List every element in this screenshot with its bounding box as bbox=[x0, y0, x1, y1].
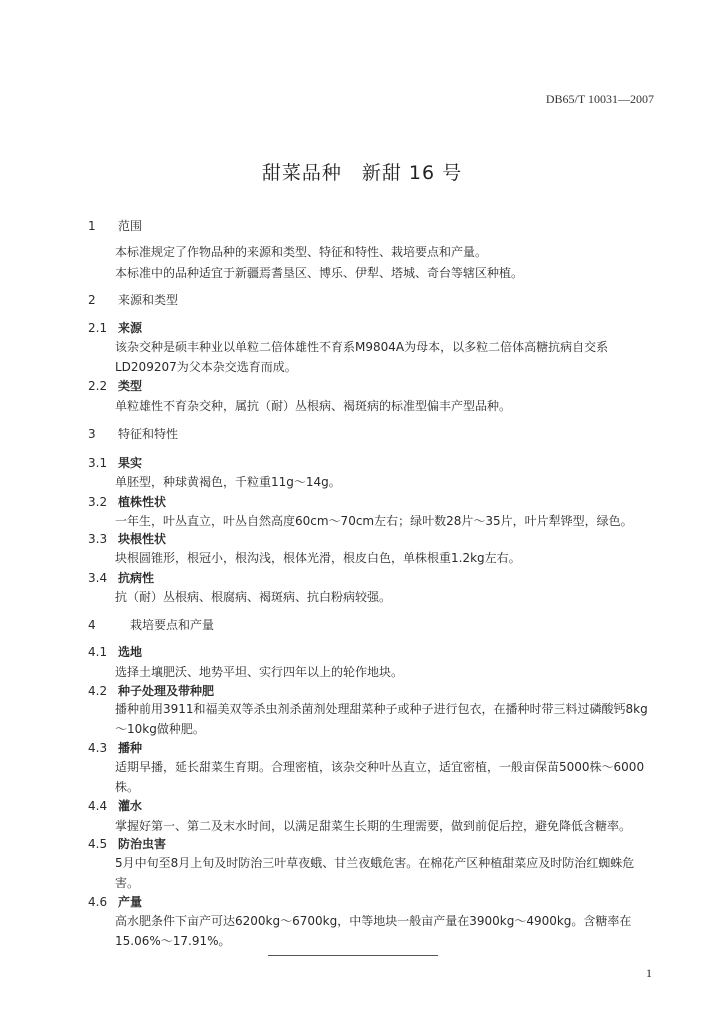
section-title: 块根性状 bbox=[118, 532, 167, 546]
paragraph: 高水肥条件下亩产可达6200kg～6700kg，中等地块一般亩产量在3900kg～4900kg。含糖率在15.06%～17.91%。 bbox=[115, 914, 632, 948]
section-title: 抗病性 bbox=[118, 571, 155, 585]
section-2-1-heading: 2.1 来源 bbox=[88, 321, 143, 335]
section-3-2-heading: 3.2 植株性状 bbox=[88, 495, 167, 509]
section-title: 果实 bbox=[118, 456, 143, 470]
page-number: 1 bbox=[646, 966, 652, 980]
section-4-1-heading: 4.1 选地 bbox=[88, 645, 143, 659]
section-title: 来源和类型 bbox=[118, 293, 179, 307]
paragraph: 播种前用3911和福美双等杀虫剂杀菌剂处理甜菜种子或种子进行包衣，在播种时带三料过磷酸钙8kg～10kg做种肥。 bbox=[115, 702, 648, 736]
document-title: 甜菜品种 新甜 16 号 bbox=[261, 162, 463, 184]
section-4-6-heading: 4.6 产量 bbox=[88, 895, 143, 909]
section-3-heading: 3 特征和特性 bbox=[88, 427, 179, 441]
section-title: 类型 bbox=[118, 379, 143, 393]
paragraph: 单胚型，种球黄褐色，千粒重11g～14g。 bbox=[115, 475, 341, 489]
section-title: 选地 bbox=[118, 645, 143, 659]
section-title: 来源 bbox=[118, 321, 143, 335]
section-4-2-heading: 4.2 种子处理及带种肥 bbox=[88, 684, 215, 698]
paragraph: 块根圆锥形，根冠小，根沟浅，根体光滑，根皮白色，单株根重1.2kg左右。 bbox=[115, 551, 521, 565]
section-3-4-heading: 3.4 抗病性 bbox=[88, 571, 155, 585]
section-4-5-heading: 4.5 防治虫害 bbox=[88, 837, 167, 851]
section-title: 范围 bbox=[118, 219, 143, 233]
section-title: 灌水 bbox=[118, 799, 143, 813]
paragraph: 该杂交种是硕丰种业以单粒二倍体雄性不育系M9804A为母本，以多粒二倍体高糖抗病自交系LD209207为父本杂交选育而成。 bbox=[115, 340, 609, 374]
section-4-heading: 4 栽培要点和产量 bbox=[88, 618, 215, 632]
paragraph: 适期早播，延长甜菜生育期。合理密植，该杂交种叶丛直立，适宜密植，一般亩保苗5000株～6000株。 bbox=[115, 760, 645, 794]
standard-number: DB65/T 10031—2007 bbox=[545, 92, 654, 106]
section-title: 产量 bbox=[118, 895, 143, 909]
section-title: 特征和特性 bbox=[118, 427, 179, 441]
paragraph: 选择土壤肥沃、地势平坦、实行四年以上的轮作地块。 bbox=[115, 665, 404, 679]
section-title: 栽培要点和产量 bbox=[130, 618, 215, 632]
section-title: 播种 bbox=[118, 741, 143, 755]
section-title: 植株性状 bbox=[118, 495, 167, 509]
paragraph: 一年生，叶丛直立，叶丛自然高度60cm～70cm左右；绿叶数28片～35片，叶片犁铧型，绿色。 bbox=[115, 514, 633, 528]
section-3-1-heading: 3.1 果实 bbox=[88, 456, 143, 470]
section-title: 种子处理及带种肥 bbox=[118, 684, 215, 698]
paragraph: 掌握好第一、第二及末水时间，以满足甜菜生长期的生理需要，做到前促后控，避免降低含糖率。 bbox=[115, 819, 632, 833]
section-4-4-heading: 4.4 灌水 bbox=[88, 799, 143, 813]
paragraph: 本标准规定了作物品种的来源和类型、特征和特性、栽培要点和产量。 bbox=[115, 245, 488, 259]
section-title: 防治虫害 bbox=[118, 837, 167, 851]
paragraph: 单粒雄性不育杂交种，属抗（耐）丛根病、褐斑病的标准型偏丰产型品种。 bbox=[115, 399, 512, 413]
section-2-2-heading: 2.2 类型 bbox=[88, 379, 143, 393]
section-3-3-heading: 3.3 块根性状 bbox=[88, 532, 167, 546]
section-4-3-heading: 4.3 播种 bbox=[88, 741, 143, 755]
paragraph: 抗（耐）丛根病、根腐病、褐斑病、抗白粉病较强。 bbox=[115, 590, 392, 604]
section-1-heading: 1 范围 bbox=[88, 219, 143, 233]
paragraph: 5月中旬至8月上旬及时防治三叶草夜蛾、甘兰夜蛾危害。在棉花产区种植甜菜应及时防治红蜘蛛危害。 bbox=[115, 856, 635, 890]
section-2-heading: 2 来源和类型 bbox=[88, 293, 179, 307]
end-rule bbox=[268, 955, 438, 956]
paragraph: 本标准中的品种适宜于新疆焉耆垦区、博乐、伊犁、塔城、奇台等辖区种植。 bbox=[115, 266, 524, 280]
